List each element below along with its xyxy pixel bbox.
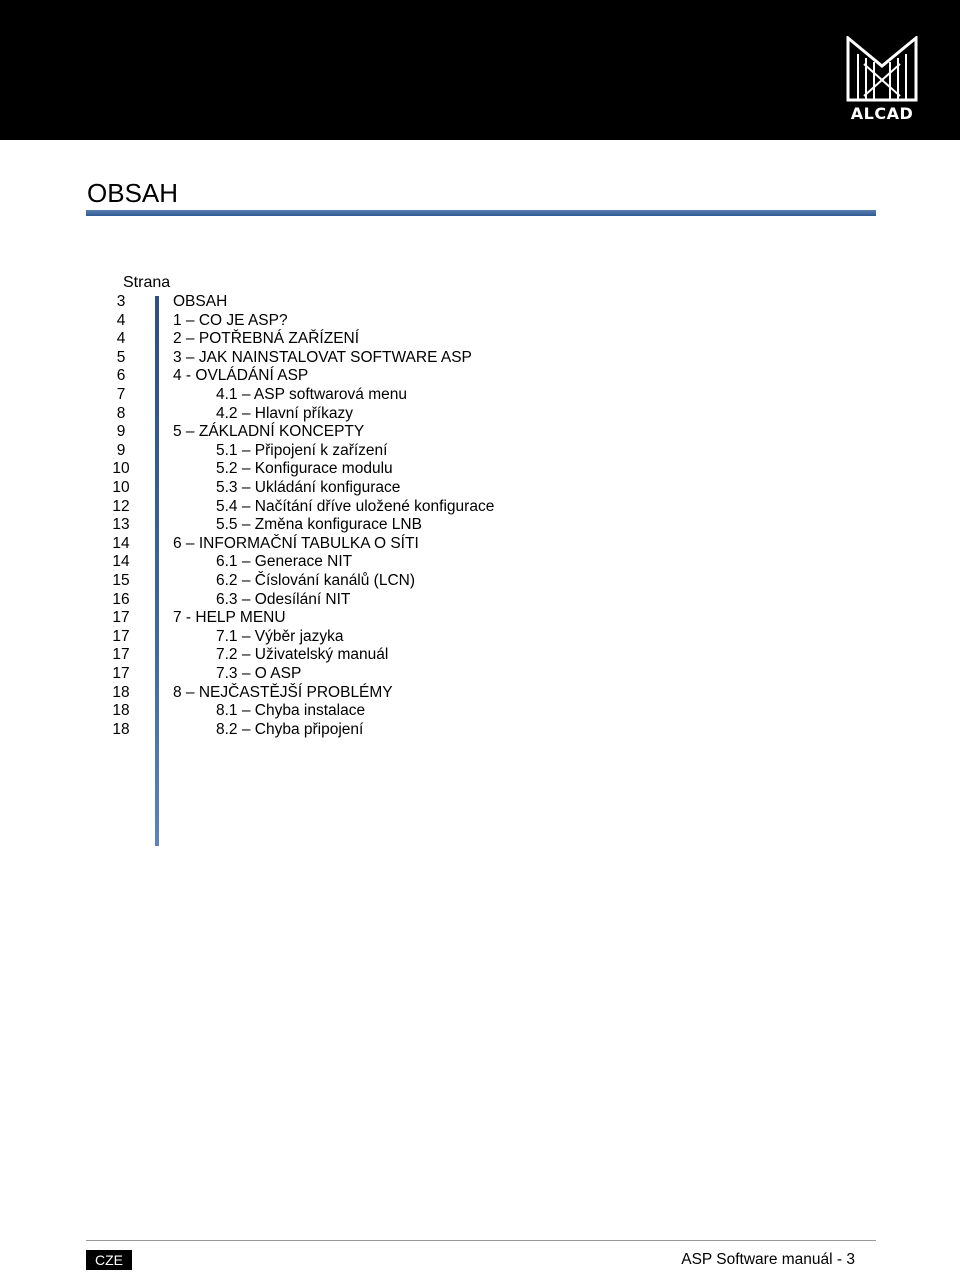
toc-entry-page: 15	[112, 572, 130, 589]
toc-entry-label: 6.2 – Číslování kanálů (LCN)	[216, 572, 416, 589]
toc-entry-page: 8	[116, 404, 126, 422]
toc-entry-page: 18	[112, 720, 130, 738]
toc-entry-page: 17	[112, 646, 130, 664]
toc-entry-label: 7.2 – Uživatelský manuál	[216, 646, 389, 664]
toc-entry-label: 5.2 – Konfigurace modulu	[216, 460, 393, 478]
toc-entry[interactable]	[0, 535, 700, 553]
toc-entry-label: 8 – NEJČASTĚJŠÍ PROBLÉMY	[173, 683, 393, 701]
toc-entry-label: 6 – INFORMAČNÍ TABULKA O SÍTI	[173, 534, 419, 552]
toc-entry-label: 3 – JAK NAINSTALOVAT SOFTWARE ASP	[173, 348, 472, 366]
toc-entry[interactable]	[0, 609, 700, 627]
toc-entry-label: 6.3 – Odesílání NIT	[216, 590, 351, 608]
toc-entry-label: 7 - HELP MENU	[173, 609, 286, 627]
toc-entry[interactable]	[0, 572, 700, 590]
toc-entry-label: 8.1 – Chyba instalace	[216, 702, 366, 720]
toc-entry-page: 17	[112, 627, 130, 645]
header-band	[0, 0, 960, 140]
toc-entry-page: 4	[116, 311, 126, 329]
toc-entry-page: 14	[112, 534, 130, 552]
toc-entry-label: 5.3 – Ukládání konfigurace	[216, 479, 401, 496]
toc-entry-page: 16	[112, 590, 130, 608]
toc-entry[interactable]	[0, 460, 700, 478]
logo-text: ALCAD	[850, 104, 914, 123]
toc-entry-label: 4.2 – Hlavní příkazy	[216, 404, 353, 422]
toc-entry-label: 6.1 – Generace NIT	[216, 553, 353, 571]
alcad-logo-mark-icon	[844, 36, 920, 102]
toc-entry-label: 4.1 – ASP softwarová menu	[216, 386, 407, 403]
page-title: OBSAH	[87, 178, 179, 208]
title-underline	[86, 210, 876, 216]
toc-entry-page: 3	[116, 293, 126, 310]
toc-entry[interactable]	[0, 591, 700, 609]
toc-entry-page: 10	[112, 479, 130, 496]
toc-entry[interactable]	[0, 498, 700, 516]
toc-entry[interactable]	[0, 312, 700, 330]
toc-page-column-header: Strana	[123, 274, 171, 291]
toc-entry-label: 2 – POTŘEBNÁ ZAŘÍZENÍ	[173, 330, 360, 348]
toc-entry[interactable]	[0, 516, 700, 534]
alcad-logo	[844, 36, 920, 128]
toc-entry-label: 7.1 – Výběr jazyka	[216, 627, 344, 645]
toc-entry[interactable]	[0, 702, 700, 720]
toc-entry-page: 7	[116, 386, 126, 403]
toc-entry[interactable]	[0, 646, 700, 664]
toc-entry-label: 5.4 – Načítání dříve uložené konfigurace	[216, 497, 495, 515]
toc-entry-label: 7.3 – O ASP	[216, 665, 302, 682]
toc-entry[interactable]	[0, 721, 700, 739]
toc-entry[interactable]	[0, 684, 700, 702]
toc-entry[interactable]	[0, 330, 700, 348]
toc-entry-page: 18	[112, 683, 130, 701]
toc-entry-label: 5.1 – Připojení k zařízení	[216, 441, 388, 459]
toc-entry-page: 9	[116, 423, 126, 441]
toc-entry-label: 5.5 – Změna konfigurace LNB	[216, 516, 422, 534]
toc-entry-page: 4	[116, 330, 126, 348]
toc-entry-label: 8.2 – Chyba připojení	[216, 720, 364, 738]
toc-entry-page: 17	[112, 609, 130, 627]
toc-entry[interactable]	[0, 442, 700, 460]
toc-entry[interactable]	[0, 628, 700, 646]
toc-entry[interactable]	[0, 423, 700, 441]
toc-entry[interactable]	[0, 367, 700, 385]
toc-entry-label: 4 - OVLÁDÁNÍ ASP	[173, 367, 309, 385]
toc-entry-page: 5	[116, 348, 126, 366]
footer-page-label: ASP Software manuál - 3	[681, 1251, 855, 1268]
toc-entry[interactable]	[0, 553, 700, 571]
toc-entry-page: 18	[112, 702, 130, 720]
toc-entry-label: 1 – CO JE ASP?	[173, 311, 288, 329]
toc-entry-page: 12	[112, 497, 130, 515]
toc-entry[interactable]	[0, 479, 700, 497]
toc-entry-page: 14	[112, 553, 130, 571]
toc-entry[interactable]	[0, 386, 700, 404]
toc-entry-page: 9	[116, 441, 126, 459]
toc-entry-page: 17	[112, 665, 130, 682]
toc-entry[interactable]	[0, 665, 700, 683]
toc-entry-label: OBSAH	[173, 293, 228, 310]
toc-entry-page: 6	[116, 367, 126, 385]
language-badge: CZE	[86, 1250, 132, 1270]
toc-entry[interactable]	[0, 293, 700, 311]
footer-rule	[86, 1240, 876, 1241]
toc-entry-page: 10	[112, 460, 130, 478]
toc-entry-label: 5 – ZÁKLADNÍ KONCEPTY	[173, 423, 365, 441]
toc-entry[interactable]	[0, 349, 700, 367]
toc-entry-page: 13	[112, 516, 130, 534]
toc-entry[interactable]	[0, 405, 700, 423]
